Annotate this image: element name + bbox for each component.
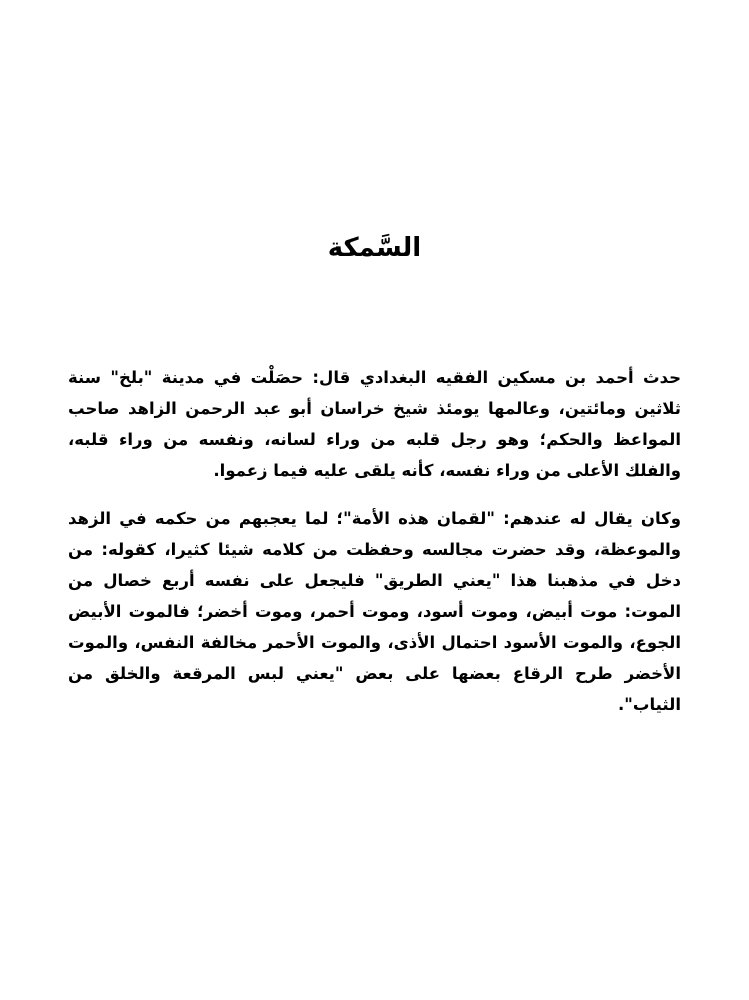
document-body xyxy=(68,362,681,737)
paragraph-1: حدث أحمد بن مسكين الفقيه البغدادي قال: حصَلْت في مدينة "بلخ" سنة ثلاثين ومائتين، وعالمها يومئذ شيخ خراسان أبو عبد الرحمن الزاهد صاحب المواعظ والحكم؛ وهو رجل قلبه من وراء لسانه، ونفسه من وراء قلبه، والفلك الأعلى من وراء نفسه، كأنه يلقى عليه فيما زعموا. xyxy=(68,368,681,480)
paragraph-2: وكان يقال له عندهم: "لقمان هذه الأمة"؛ لما يعجبهم من حكمه في الزهد والموعظة، وقد حضرت مجالسه وحفظت من كلامه شيئا كثيرا، كقوله: من دخل في مذهبنا هذا "يعني الطريق" فليجعل على نفسه أربع خصال من الموت: موت أبيض، وموت أسود، وموت أحمر، وموت أخضر؛ فالموت الأبيض الجوع، والموت الأسود احتمال الأذى، والموت الأحمر مخالفة النفس، والموت الأخضر طرح الرقاع بعضها على بعض "يعني لبس المرقعة والخلق من الثياب". xyxy=(68,509,681,714)
document-title: السَّمكة xyxy=(327,233,422,263)
